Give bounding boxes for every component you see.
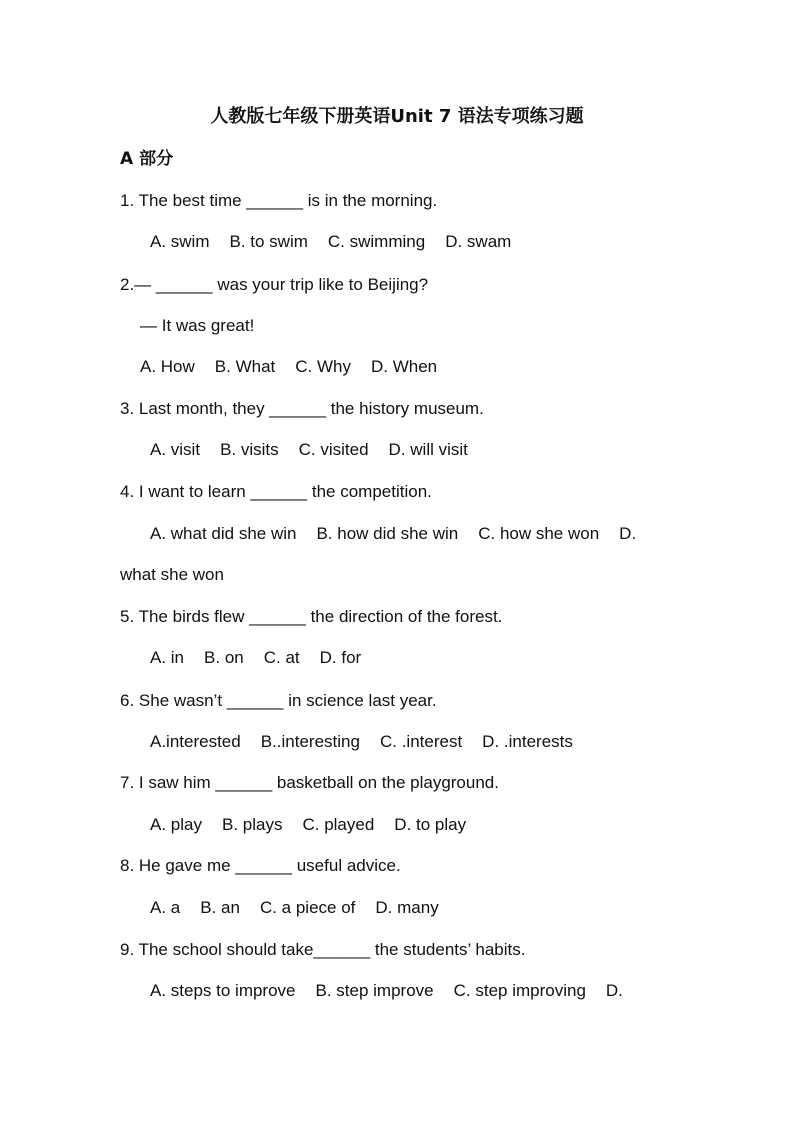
question-2-options xyxy=(140,356,437,378)
option-d: D. for xyxy=(319,648,362,667)
question-3-stem: 3. Last month, they ______ the history museum. xyxy=(120,399,484,418)
option-a: A. what did she win xyxy=(150,524,297,543)
question-6-stem: 6. She wasn’t ______ in science last year. xyxy=(120,691,437,710)
question-1-stem: 1. The best time ______ is in the morning. xyxy=(120,191,438,210)
question-6-options xyxy=(150,731,573,753)
option-d: D. to play xyxy=(394,815,467,834)
option-d: D. will visit xyxy=(388,440,468,459)
option-c: C. swimming xyxy=(327,232,426,251)
question-9-options xyxy=(150,980,623,1002)
section-label: A 部分 xyxy=(120,149,174,169)
question-9-stem: 9. The school should take______ the students’ habits. xyxy=(120,940,526,959)
option-b: B. What xyxy=(214,357,276,376)
question-3-options xyxy=(150,439,468,461)
question-7-stem: 7. I saw him ______ basketball on the playground. xyxy=(120,773,499,792)
option-b: B. on xyxy=(204,648,244,667)
question-5-options xyxy=(150,647,361,669)
option-b: B. an xyxy=(200,898,240,917)
option-d: D. When xyxy=(371,357,438,376)
option-c: C. how she won xyxy=(478,524,600,543)
option-c: C. Why xyxy=(295,357,351,376)
option-d: D. xyxy=(605,981,623,1000)
option-c: C. step improving xyxy=(453,981,586,1000)
option-a: A. a xyxy=(150,898,181,917)
option-c: C. .interest xyxy=(379,732,463,751)
option-c: C. played xyxy=(302,815,375,834)
option-b: B. to swim xyxy=(229,232,308,251)
option-a: A. swim xyxy=(150,232,210,251)
option-c: C. at xyxy=(263,648,300,667)
option-b: B. step improve xyxy=(315,981,434,1000)
option-d: D. many xyxy=(375,898,439,917)
option-a: A. visit xyxy=(150,440,201,459)
option-a: A. steps to improve xyxy=(150,981,296,1000)
question-1-options xyxy=(150,231,511,253)
option-d: D. swam xyxy=(445,232,512,251)
option-b: B. plays xyxy=(221,815,283,834)
option-c: C. a piece of xyxy=(259,898,356,917)
question-8-options xyxy=(150,897,439,919)
option-d: D. xyxy=(619,524,637,543)
question-2-stem: 2.— ______ was your trip like to Beijing? xyxy=(120,275,429,294)
question-4-option-d-continuation: what she won xyxy=(120,565,224,584)
option-b: B. visits xyxy=(220,440,279,459)
question-4-stem: 4. I want to learn ______ the competition. xyxy=(120,482,432,501)
option-d: D. .interests xyxy=(482,732,573,751)
option-a: A. in xyxy=(150,648,185,667)
question-4-options xyxy=(150,523,636,545)
option-a: A.interested xyxy=(150,732,241,751)
option-a: A. How xyxy=(140,357,195,376)
option-b: B. how did she win xyxy=(316,524,459,543)
question-7-options xyxy=(150,814,466,836)
question-2-reply: — It was great! xyxy=(140,316,255,335)
page-title: 人教版七年级下册英语Unit 7 语法专项练习题 xyxy=(210,106,584,127)
option-c: C. visited xyxy=(298,440,369,459)
question-8-stem: 8. He gave me ______ useful advice. xyxy=(120,856,401,875)
question-5-stem: 5. The birds flew ______ the direction of the forest. xyxy=(120,607,503,626)
option-a: A. play xyxy=(150,815,202,834)
option-b: B..interesting xyxy=(260,732,360,751)
